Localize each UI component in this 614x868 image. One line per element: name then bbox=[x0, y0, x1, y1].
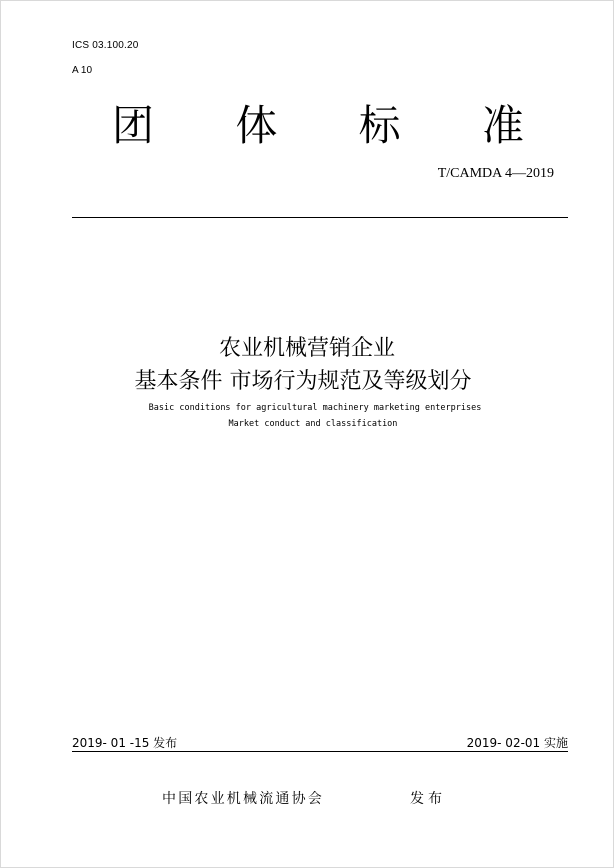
document-title-line1: 农业机械营销企业 bbox=[218, 336, 395, 361]
bottom-divider bbox=[72, 751, 568, 752]
main-title-char: 体 bbox=[235, 101, 278, 150]
main-title-char: 准 bbox=[481, 101, 524, 150]
main-title-char: 团 bbox=[112, 101, 155, 150]
publisher-name: 中国农业机械流通协会 bbox=[162, 791, 324, 807]
main-title-char: 标 bbox=[358, 101, 401, 150]
implementation-date: 2019- 02-01 实施 bbox=[466, 736, 568, 750]
english-title-line2: Market conduct and classification bbox=[228, 419, 398, 429]
english-title-line1: Basic conditions for agricultural machinery marketing enterprises bbox=[148, 403, 482, 413]
main-title bbox=[72, 98, 568, 154]
publish-label: 发布 bbox=[410, 791, 446, 807]
standard-number: T/CAMDA 4—2019 bbox=[437, 166, 554, 181]
top-divider bbox=[72, 217, 568, 218]
ccs-code: A 10 bbox=[72, 65, 93, 76]
ics-code: ICS 03.100.20 bbox=[72, 40, 139, 51]
issue-date: 2019- 01 -15 发布 bbox=[72, 736, 178, 750]
document-title-line2: 基本条件 市场行为规范及等级划分 bbox=[134, 369, 472, 394]
